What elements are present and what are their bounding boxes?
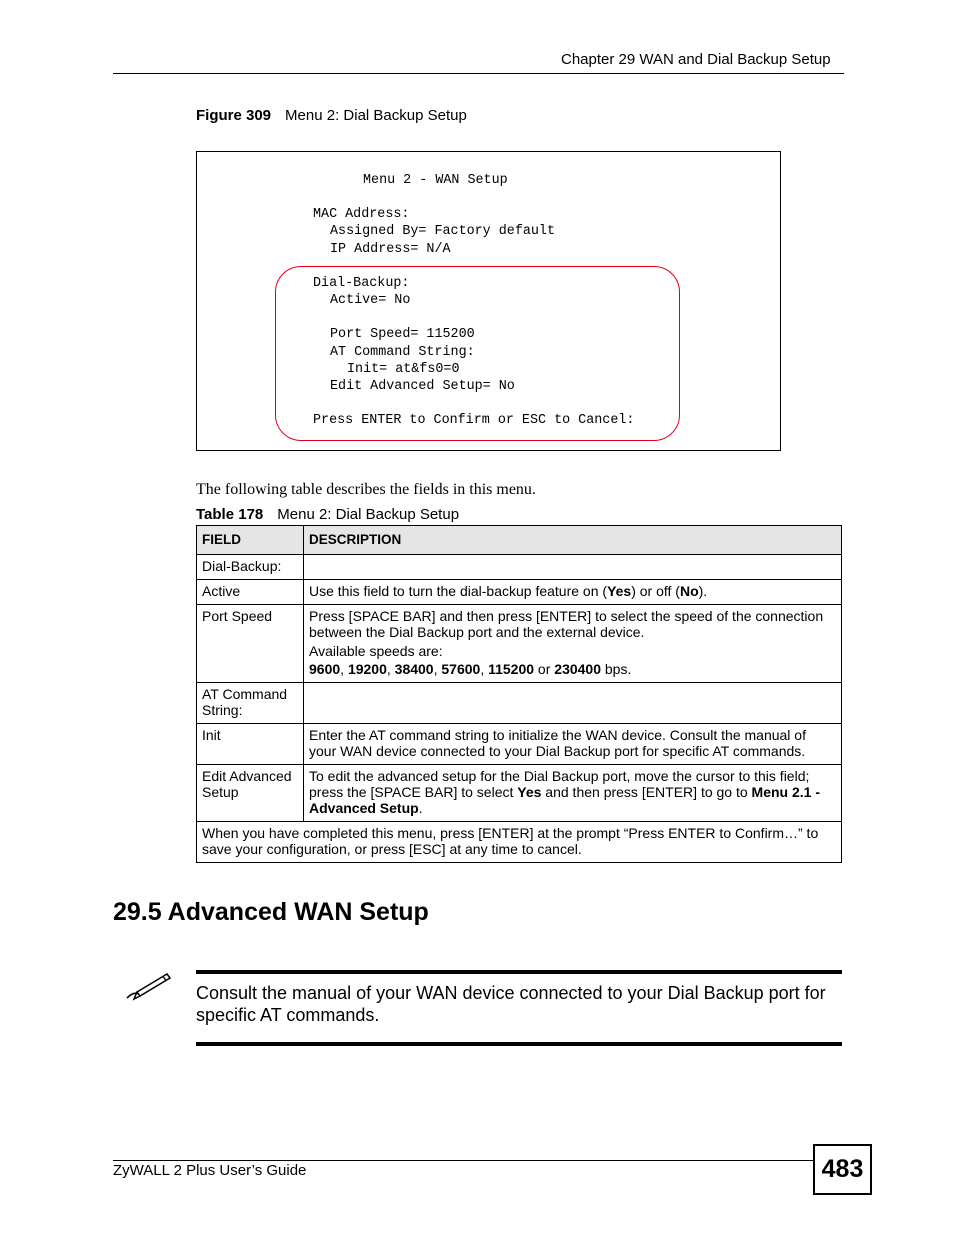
table-row [197,555,842,580]
column-header-field: FIELD [197,526,304,555]
text-run-bold: Yes [517,784,542,800]
speed-value: 115200 [488,661,535,677]
text-run: Use this field to turn the dial-backup feature on ( [309,583,608,599]
text-run: and then press [ENTER] to go to [541,784,752,800]
text-run: ) or off ( [631,583,680,599]
terminal-title: Menu 2 - WAN Setup [363,173,508,188]
table-footer-cell: When you have completed this menu, press [ENTER] at the prompt “Press ENTER to Confirm…” to save your configuration, or press [ESC] at any time to cancel. [197,822,842,863]
description-cell [304,605,842,683]
dial-backup-highlight [275,266,680,441]
text-run-bold: Yes [607,583,632,599]
terminal-line: Port Speed= 115200 [330,327,475,342]
table-label: Table 178 [196,506,264,523]
table-row [197,605,842,683]
table-footer-row [197,822,842,863]
figure-title: Menu 2: Dial Backup Setup [285,107,467,124]
terminal-prompt: Press ENTER to Confirm or ESC to Cancel: [313,413,635,428]
table-row [197,765,842,822]
table-caption [196,506,459,523]
field-cell: Active [197,580,304,605]
section-title: 29.5 Advanced WAN Setup [113,898,429,926]
header-rule [113,73,844,74]
speed-value: 19200 [347,661,387,677]
text-run: , [433,661,442,677]
field-description-table [196,525,842,863]
speed-value: 38400 [394,661,434,677]
field-cell: Edit Advanced Setup [197,765,304,822]
note-bottom-bar [196,1042,842,1046]
column-header-description: DESCRIPTION [304,526,842,555]
terminal-line: Edit Advanced Setup= No [330,379,515,394]
text-run: or [534,661,555,677]
terminal-line: MAC Address: [313,207,410,222]
footer-rule [113,1160,813,1161]
speed-value: 230400 [554,661,601,677]
chapter-header: Chapter 29 WAN and Dial Backup Setup [561,51,831,68]
text-run: . [418,800,423,816]
pencil-note-icon-graphic [123,972,173,1002]
note-top-bar [196,970,842,974]
field-cell: Port Speed [197,605,304,683]
text-run: , [340,661,348,677]
speed-value: 9600 [309,661,341,677]
text-run: To edit the advanced setup for the Dial Backup port, move the cursor to this field; press the [SPACE BAR] to select [309,768,810,800]
intro-text: The following table describes the fields in this menu. [196,481,536,498]
field-cell: Dial-Backup: [197,555,304,580]
speed-value: 57600 [441,661,481,677]
guide-title: ZyWALL 2 Plus User’s Guide [113,1162,307,1179]
figure-caption [196,107,467,124]
terminal-line: Dial-Backup: [313,276,410,291]
text-run: ). [698,583,708,599]
figure-label: Figure 309 [196,107,272,124]
text-run: , [386,661,395,677]
terminal-line: IP Address= N/A [330,242,451,257]
description-cell: Enter the AT command string to initialize the WAN device. Consult the manual of your WAN device connected to your Dial Backup port for specific AT commands. [304,724,842,765]
description-paragraph: Available speeds are: [309,643,443,659]
pencil-note-icon [123,972,173,1002]
field-cell: AT Command String: [197,683,304,724]
description-cell [304,555,842,580]
field-cell: Init [197,724,304,765]
speed-list [309,661,836,677]
table-row [197,683,842,724]
text-run: , [480,661,489,677]
description-cell [304,683,842,724]
page-number: 483 [813,1144,872,1195]
description-cell [304,765,842,822]
table-row [197,724,842,765]
terminal-line: Assigned By= Factory default [330,224,555,239]
terminal-line: AT Command String: [330,345,475,360]
table-title: Menu 2: Dial Backup Setup [277,506,460,523]
terminal-line: Active= No [330,293,411,308]
text-run: bps. [601,661,632,677]
description-paragraph: Press [SPACE BAR] and then press [ENTER] to select the speed of the connection between the Dial Backup port and the external device. [309,608,824,640]
description-cell [304,580,842,605]
text-run-bold: No [679,583,699,599]
terminal-line: Init= at&fs0=0 [347,362,460,377]
text-run-bold: Menu 2.1 - Advanced Setup [309,784,820,816]
table-row [197,580,842,605]
note-text: Consult the manual of your WAN device connected to your Dial Backup port for specific AT commands. [196,983,826,1025]
table-header-row [197,526,842,555]
